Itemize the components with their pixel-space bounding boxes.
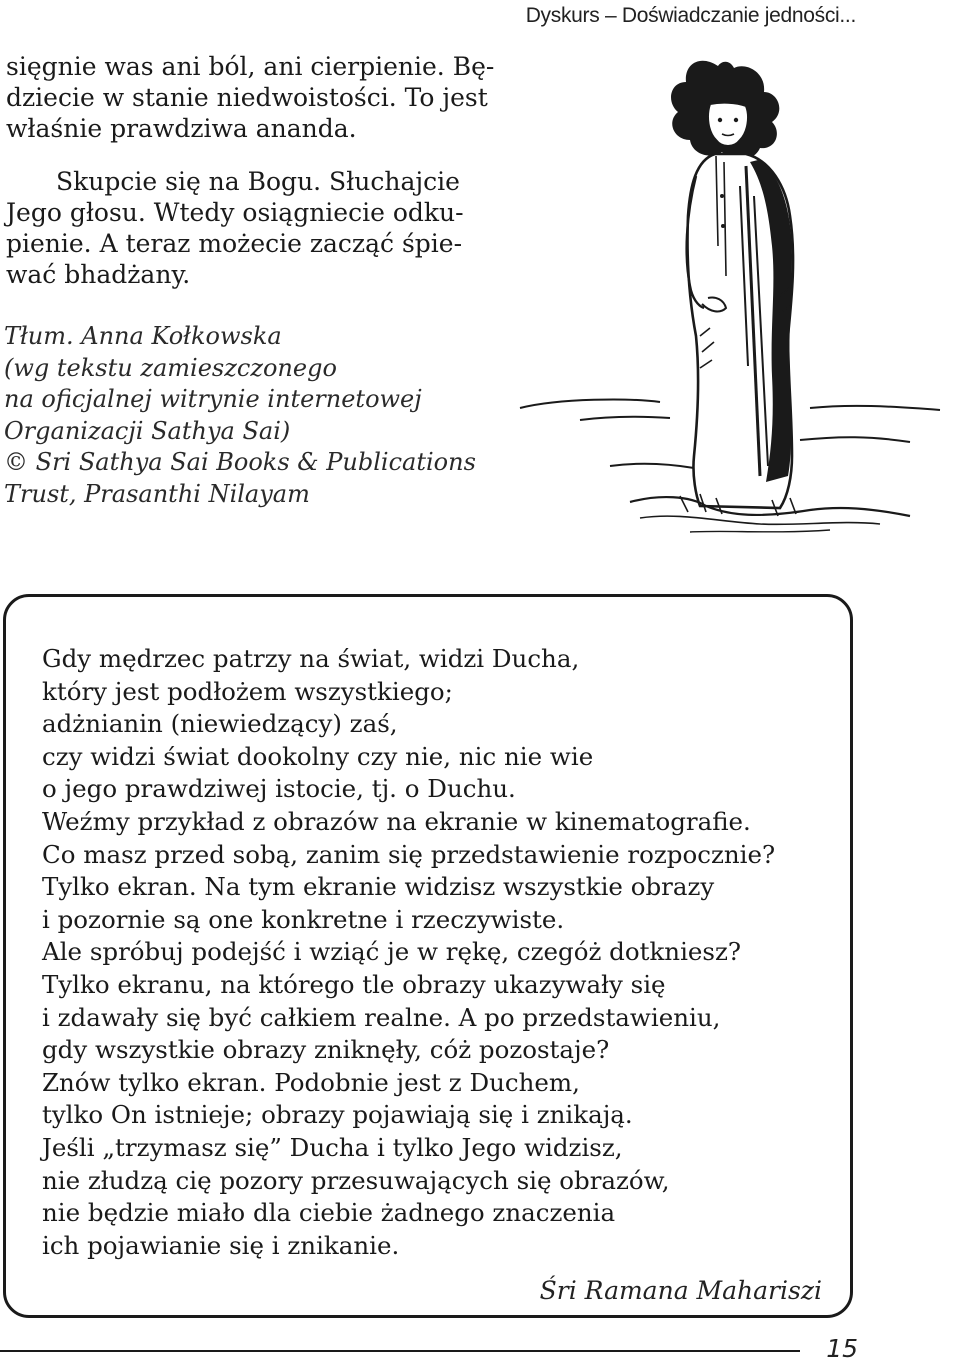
quote-author: Śri Ramana Mahariszi bbox=[539, 1276, 822, 1305]
quote-text bbox=[42, 643, 842, 1262]
quote-line: Ale spróbuj podejść i wziąć je w rękę, czegóż dotkniesz? bbox=[42, 937, 742, 967]
quote-line: gdy wszystkie obrazy zniknęły, cóż pozostaje? bbox=[42, 1035, 610, 1065]
body-text bbox=[6, 51, 506, 290]
credit-line: © Sri Sathya Sai Books & Publications bbox=[4, 448, 476, 476]
quote-line: który jest podłożem wszystkiego; bbox=[42, 676, 453, 706]
quote-line: Jeśli „trzymasz się” Ducha i tylko Jego widzisz, bbox=[42, 1132, 623, 1162]
quote-line: Tylko ekran. Na tym ekranie widzisz wszystkie obrazy bbox=[42, 872, 715, 902]
quote-line: Tylko ekranu, na którego tle obrazy ukazywały się bbox=[42, 969, 666, 999]
body-line: Skupcie się na Bogu. Słuchajcie bbox=[56, 167, 460, 196]
running-header: Dyskurs – Doświadczanie jedności... bbox=[525, 4, 856, 27]
body-line: sięgnie was ani ból, ani cierpienie. Bę- bbox=[6, 52, 495, 81]
quote-line: Co masz przed sobą, zanim się przedstawienie rozpocznie? bbox=[42, 839, 776, 869]
standing-figure-sketch-icon bbox=[510, 36, 950, 550]
quote-line: nie będzie miało dla ciebie żadnego znaczenia bbox=[42, 1198, 616, 1228]
quote-line: tylko On istnieje; obrazy pojawiają się i znikają. bbox=[42, 1100, 633, 1130]
quote-line: o jego prawdziwej istocie, tj. o Duchu. bbox=[42, 774, 516, 804]
body-line: Jego głosu. Wtedy osiągniecie odku- bbox=[6, 198, 464, 227]
body-line: dziecie w stanie niedwoistości. To jest bbox=[6, 83, 488, 112]
body-line: wać bhadżany. bbox=[6, 260, 191, 289]
quote-line: nie złudzą cię pozory przesuwających się obrazów, bbox=[42, 1165, 670, 1195]
credit-line: (wg tekstu zamieszczonego bbox=[4, 353, 337, 382]
translation-credits bbox=[4, 321, 514, 510]
credit-line: Tłum. Anna Kołkowska bbox=[4, 322, 282, 350]
quote-line: Gdy mędrzec patrzy na świat, widzi Ducha, bbox=[42, 644, 580, 673]
quote-line: czy widzi świat dookolny czy nie, nic nie wie bbox=[42, 741, 594, 771]
credit-line: na oficjalnej witrynie internetowej bbox=[4, 385, 422, 413]
body-line: pienie. A teraz możecie zacząć śpie- bbox=[6, 229, 463, 258]
body-line: właśnie prawdziwa ananda. bbox=[6, 114, 357, 143]
credit-line: Trust, Prasanthi Nilayam bbox=[4, 479, 310, 508]
credit-line: Organizacji Sathya Sai) bbox=[4, 416, 291, 445]
quote-line: Znów tylko ekran. Podobnie jest z Duchem, bbox=[42, 1067, 580, 1097]
quote-line: adżnianin (niewiedzący) zaś, bbox=[42, 709, 398, 739]
quote-line: i zdawały się być całkiem realne. A po przedstawieniu, bbox=[42, 1002, 721, 1032]
footer-rule bbox=[0, 1350, 800, 1352]
quote-line: i pozornie są one konkretne i rzeczywiste. bbox=[42, 904, 565, 934]
quote-line: Weźmy przykład z obrazów na ekranie w kinematografie. bbox=[42, 806, 751, 836]
page-number: 15 bbox=[826, 1334, 858, 1363]
quote-line: ich pojawianie się i znikanie. bbox=[42, 1230, 400, 1260]
